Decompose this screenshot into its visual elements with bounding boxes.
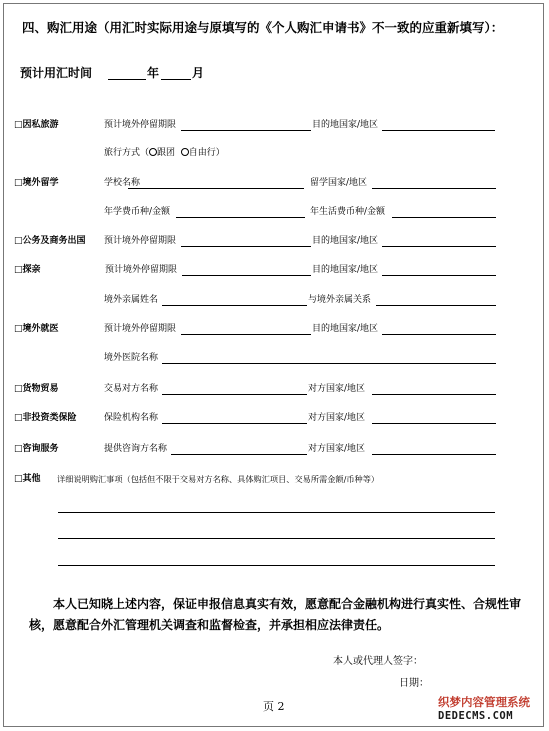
travel-mode-label: 旅行方式（	[104, 148, 150, 158]
trade-category[interactable]	[14, 385, 59, 394]
insurance-country-field[interactable]	[372, 423, 496, 424]
other-detail-label: 详细说明购汇事项（包括但不限于交易对方名称、具体购汇项目、交易所需金额/币种等）	[57, 474, 380, 484]
planned-month-field[interactable]	[161, 79, 191, 80]
planned-time-label: 预计用汇时间	[20, 66, 93, 80]
hospital-field[interactable]	[162, 363, 496, 364]
medical-country-label: 目的地国家/地区	[312, 324, 379, 334]
travel-country-field[interactable]	[382, 130, 495, 131]
school-field[interactable]	[128, 188, 304, 189]
business-checkbox[interactable]: □	[14, 236, 23, 246]
consulting-checkbox[interactable]: □	[14, 444, 23, 454]
travel-stay-field[interactable]	[181, 130, 311, 131]
medical-stay-label: 预计境外停留期限	[104, 324, 177, 334]
visit-checkbox[interactable]: □	[14, 265, 23, 275]
relative-name-field[interactable]	[162, 305, 307, 306]
travel-category[interactable]	[14, 121, 59, 130]
tuition-field[interactable]	[176, 217, 305, 218]
trade-country-label: 对方国家/地区	[308, 384, 366, 394]
other-name: 其他	[22, 474, 41, 484]
travel-name: 因私旅游	[22, 120, 59, 130]
living-field[interactable]	[392, 217, 496, 218]
travel-mode-row	[104, 148, 225, 158]
tuition-label: 年学费币种/金额	[104, 207, 171, 217]
consulting-category[interactable]	[14, 445, 59, 454]
visit-category[interactable]	[14, 266, 41, 275]
study-country-label: 留学国家/地区	[310, 178, 368, 188]
trade-checkbox[interactable]: □	[14, 384, 23, 394]
business-stay-field[interactable]	[181, 246, 311, 247]
relative-name-label: 境外亲属姓名	[104, 295, 159, 305]
planned-year-field[interactable]	[108, 79, 146, 80]
insurance-org-label: 保险机构名称	[104, 413, 159, 423]
declaration: 本人已知晓上述内容，保证申报信息真实有效，愿意配合金融机构进行真实性、合规性审核，愿意配合外汇管理机关调查和监督检查，并承担相应法律责任。	[29, 597, 522, 632]
business-country-label: 目的地国家/地区	[312, 236, 379, 246]
consulting-name: 咨询服务	[22, 444, 59, 454]
relation-field[interactable]	[376, 305, 496, 306]
study-name: 境外留学	[22, 178, 59, 188]
watermark-line1: 织梦内容管理系统	[438, 695, 530, 709]
medical-country-field[interactable]	[382, 334, 496, 335]
business-country-field[interactable]	[382, 246, 496, 247]
insurance-checkbox[interactable]: □	[14, 413, 23, 423]
watermark-line2: DEDECMS.COM	[438, 710, 514, 722]
consulting-country-field[interactable]	[372, 454, 496, 455]
living-label: 年生活费币种/金额	[310, 207, 386, 217]
consulting-provider-field[interactable]	[171, 454, 307, 455]
business-category[interactable]	[14, 237, 86, 246]
trade-party-field[interactable]	[162, 394, 307, 395]
medical-category[interactable]	[14, 325, 59, 334]
section-title: 四、购汇用途（用汇时实际用途与原填写的《个人购汇申请书》不一致的应重新填写）：	[22, 20, 504, 35]
insurance-country-label: 对方国家/地区	[308, 413, 366, 423]
study-country-field[interactable]	[372, 188, 496, 189]
visit-country-label: 目的地国家/地区	[312, 265, 379, 275]
watermark-logo	[436, 696, 542, 724]
travel-country-label: 目的地国家/地区	[312, 120, 379, 130]
insurance-org-field[interactable]	[162, 423, 307, 424]
other-detail-line-1[interactable]	[58, 512, 495, 513]
year-suffix: 年	[147, 66, 160, 80]
insurance-category[interactable]	[14, 414, 77, 423]
medical-checkbox[interactable]: □	[14, 324, 23, 334]
relation-label: 与境外亲属关系	[308, 295, 372, 305]
self-label: 自由行）	[188, 148, 225, 158]
group-label: 跟团	[157, 148, 176, 158]
business-stay-label: 预计境外停留期限	[104, 236, 177, 246]
month-suffix: 月	[192, 66, 205, 80]
consulting-country-label: 对方国家/地区	[308, 444, 366, 454]
visit-name: 探亲	[22, 265, 41, 275]
signature-label: 本人或代理人签字：	[333, 656, 423, 667]
study-checkbox[interactable]: □	[14, 178, 23, 188]
hospital-label: 境外医院名称	[104, 353, 159, 363]
trade-name: 货物贸易	[22, 384, 59, 394]
group-radio[interactable]	[149, 148, 157, 156]
medical-name: 境外就医	[22, 324, 59, 334]
trade-country-field[interactable]	[372, 394, 496, 395]
visit-stay-field[interactable]	[182, 275, 311, 276]
other-detail-line-2[interactable]	[58, 538, 495, 539]
travel-checkbox[interactable]: □	[14, 120, 23, 130]
page-number: 页 2	[263, 700, 285, 713]
self-radio[interactable]	[181, 148, 189, 156]
consulting-provider-label: 提供咨询方名称	[104, 444, 168, 454]
business-name: 公务及商务出国	[22, 236, 86, 246]
other-checkbox[interactable]: □	[14, 474, 23, 484]
insurance-name: 非投资类保险	[22, 413, 77, 423]
visit-stay-label: 预计境外停留期限	[105, 265, 178, 275]
other-detail-line-3[interactable]	[58, 565, 495, 566]
study-category[interactable]	[14, 179, 59, 188]
other-category[interactable]	[14, 475, 41, 484]
medical-stay-field[interactable]	[181, 334, 311, 335]
trade-party-label: 交易对方名称	[104, 384, 159, 394]
travel-stay-label: 预计境外停留期限	[104, 120, 177, 130]
date-label: 日期：	[399, 678, 429, 689]
visit-country-field[interactable]	[382, 275, 496, 276]
school-label: 学校名称	[104, 178, 141, 188]
